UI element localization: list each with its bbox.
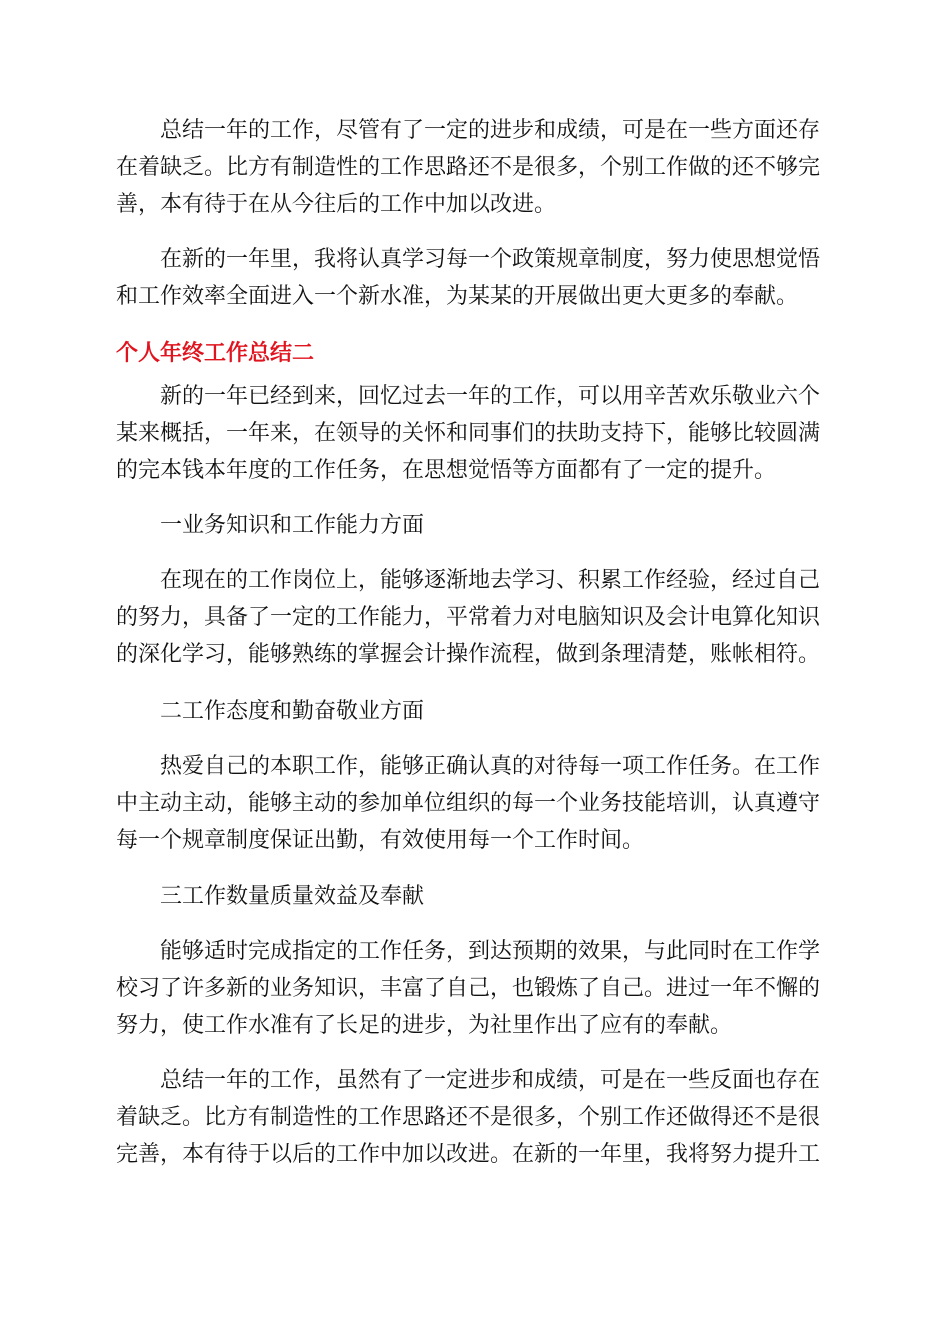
text-line: 一业务知识和工作能力方面 xyxy=(116,513,425,538)
text-line: 三工作数量质量效益及奉献 xyxy=(116,884,425,909)
text-line: 新的一年已经到来，回忆过去一年的工作，可以用辛苦欢乐敬业六个 xyxy=(116,384,821,409)
subheading-two xyxy=(116,693,836,730)
subheading-one xyxy=(116,507,836,544)
text-line: 某来概括，一年来，在领导的关怀和同事们的扶助支持下，能够比较圆满 xyxy=(116,421,821,446)
paragraph-summary xyxy=(116,112,836,223)
paragraph-new-year xyxy=(116,241,836,315)
text-line: 每一个规章制度保证出勤，有效使用每一个工作时间。 xyxy=(116,828,645,853)
text-line: 着缺乏。比方有制造性的工作思路还不是很多，个别工作还做得还不是很 xyxy=(116,1105,821,1130)
text-line: 在现在的工作岗位上，能够逐渐地去学习、积累工作经验，经过自己 xyxy=(116,568,821,593)
text-line: 中主动主动，能够主动的参加单位组织的每一个业务技能培训，认真遵守 xyxy=(116,791,821,816)
text-line: 能够适时完成指定的工作任务，到达预期的效果，与此同时在工作学 xyxy=(116,939,821,964)
section-heading: 个人年终工作总结二 xyxy=(116,341,315,366)
text-line: 总结一年的工作，尽管有了一定的进步和成绩，可是在一些方面还存 xyxy=(116,118,821,143)
text-line: 总结一年的工作，虽然有了一定进步和成绩，可是在一些反面也存在 xyxy=(116,1068,821,1093)
text-line: 善，本有待于在从今往后的工作中加以改进。 xyxy=(116,192,557,217)
text-line: 的努力，具备了一定的工作能力，平常着力对电脑知识及会计电算化知识 xyxy=(116,605,821,630)
text-line: 热爱自己的本职工作，能够正确认真的对待每一项工作任务。在工作 xyxy=(116,754,821,779)
text-line: 在着缺乏。比方有制造性的工作思路还不是很多，个别工作做的还不够完 xyxy=(116,155,821,180)
text-line: 的深化学习，能够熟练的掌握会计操作流程，做到条理清楚，账帐相符。 xyxy=(116,642,821,667)
paragraph-conclusion xyxy=(116,1062,836,1173)
paragraph-output xyxy=(116,933,836,1044)
subheading-three xyxy=(116,878,836,915)
text-line: 校习了许多新的业务知识，丰富了自己，也锻炼了自己。进过一年不懈的 xyxy=(116,976,821,1001)
paragraph-skills xyxy=(116,562,836,673)
text-line: 二工作态度和勤奋敬业方面 xyxy=(116,699,425,724)
text-line: 的完本钱本年度的工作任务，在思想觉悟等方面都有了一定的提升。 xyxy=(116,458,777,483)
text-line: 和工作效率全面进入一个新水准，为某某的开展做出更大更多的奉献。 xyxy=(116,284,799,309)
text-line: 在新的一年里，我将认真学习每一个政策规章制度，努力使思想觉悟 xyxy=(116,247,821,272)
text-line: 努力，使工作水准有了长足的进步，为社里作出了应有的奉献。 xyxy=(116,1013,733,1038)
text-line: 完善，本有待于以后的工作中加以改进。在新的一年里，我将努力提升工 xyxy=(116,1142,821,1167)
paragraph-intro xyxy=(116,378,836,489)
paragraph-attitude xyxy=(116,748,836,859)
